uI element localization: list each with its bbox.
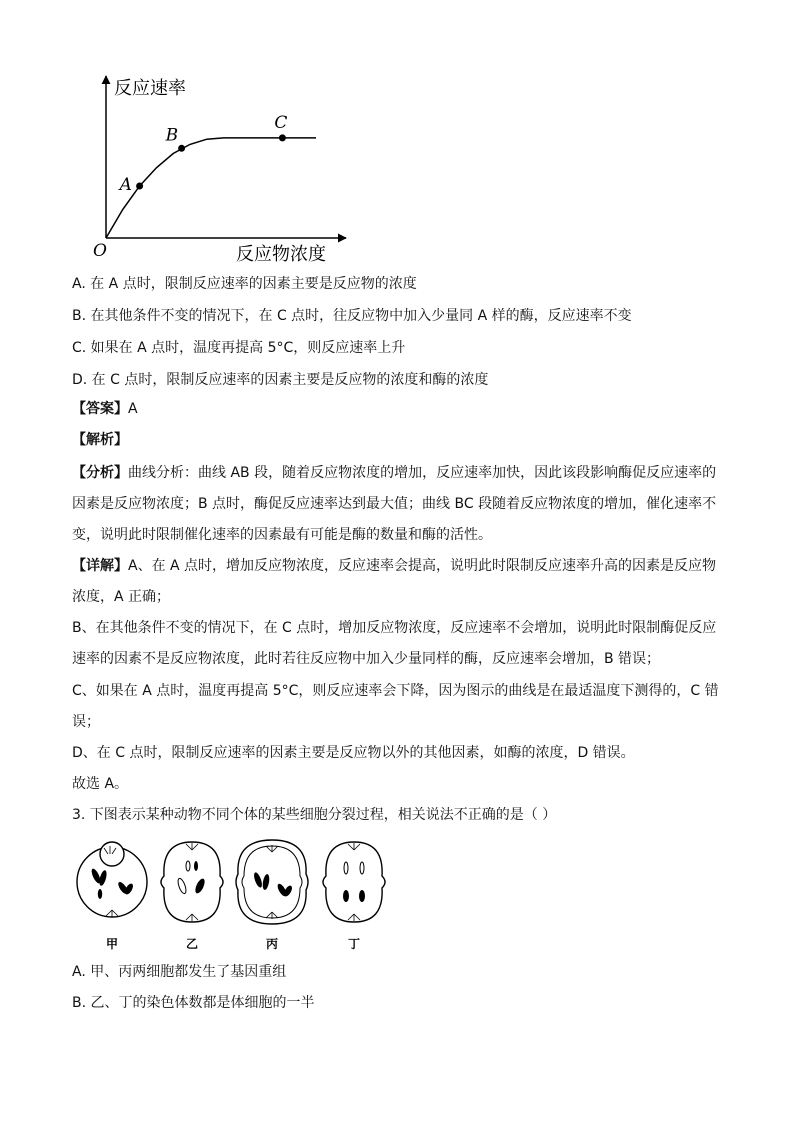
option-c: C. 如果在 A 点时，温度再提高 5°C，则反应速率上升 [72,340,406,356]
detail-conclusion: 故选 A。 [72,776,129,792]
analysis-line-2: 因素是反应物浓度；B 点时，酶促反应速率达到最大值；曲线 BC 段随着反应物浓度的增加，催化速率不 [72,496,717,512]
cell-label-jia: 甲 [106,937,119,951]
point-a-label: A [119,175,132,195]
analysis-line-1 [72,463,716,483]
detail-line-3: B、在其他条件不变的情况下，在 C 点时，增加反应物浓度，反应速率不会增加，说明此时限制酶促反应 [72,620,717,636]
point-b [178,145,185,152]
cell-jia-diagram [77,842,147,917]
point-c [279,134,286,141]
question-3-option-b: B. 乙、丁的染色体数都是体细胞的一半 [72,995,315,1011]
cell-label-bing: 丙 [266,937,279,951]
question-3-option-a: A. 甲、丙两细胞都发生了基因重组 [72,964,287,980]
option-d: D. 在 C 点时，限制反应速率的因素主要是反应物的浓度和酶的浓度 [72,372,489,388]
y-axis-label: 反应速率 [114,78,186,99]
detail-line-1 [72,556,716,576]
point-b-label: B [165,125,179,146]
option-a: A. 在 A 点时，限制反应速率的因素主要是反应物的浓度 [72,276,417,292]
answer-tag: 【答案】 [72,401,128,417]
question-3-stem: 3. 下图表示某种动物不同个体的某些细胞分裂过程，相关说法不正确的是（ ） [72,807,557,823]
point-a [136,183,143,190]
detail-tag: 【详解】 [72,558,128,574]
analysis-tag: 【分析】 [72,465,128,481]
option-b: B. 在其他条件不变的情况下，在 C 点时，往反应物中加入少量同 A 样的酶，反应速率不变 [72,308,632,324]
x-axis-label: 反应物浓度 [236,244,326,265]
detail-line-5: C、如果在 A 点时，温度再提高 5°C，则反应速率会下降，因为图示的曲线是在最适温度下测得的，C 错 [72,683,719,699]
analysis-line-3: 变，说明此时限制催化速率的因素最有可能是酶的数量和酶的活性。 [72,527,492,543]
analysis-heading: 【解析】 [72,432,128,448]
answer-line [72,399,138,419]
detail-line-4: 速率的因素不是反应物浓度，此时若往反应物中加入少量同样的酶，反应速率会增加，B 错误； [72,651,661,667]
cell-bing-diagram [236,840,308,924]
point-c-label: C [274,112,288,133]
detail-text-1: A、在 A 点时，增加反应物浓度，反应速率会提高，说明此时限制反应速率升高的因素是反应物 [128,558,717,574]
cell-division-figure [72,832,402,952]
detail-line-7: D、在 C 点时，限制反应速率的因素主要是反应物以外的其他因素，如酶的浓度，D 错误。 [72,745,635,761]
cell-label-yi: 乙 [186,937,199,951]
detail-line-6: 误； [72,714,100,730]
cell-yi-diagram [161,842,223,922]
origin-label: O [93,241,107,261]
analysis-text-1: 曲线分析：曲线 AB 段，随着反应物浓度的增加，反应速率加快，因此该段影响酶促反应速率的 [128,465,717,481]
cell-label-ding: 丁 [348,937,361,951]
reaction-rate-chart [88,72,348,268]
cell-ding-diagram [323,842,385,922]
answer-value: A [128,401,138,417]
detail-line-2: 浓度，A 正确； [72,589,171,605]
